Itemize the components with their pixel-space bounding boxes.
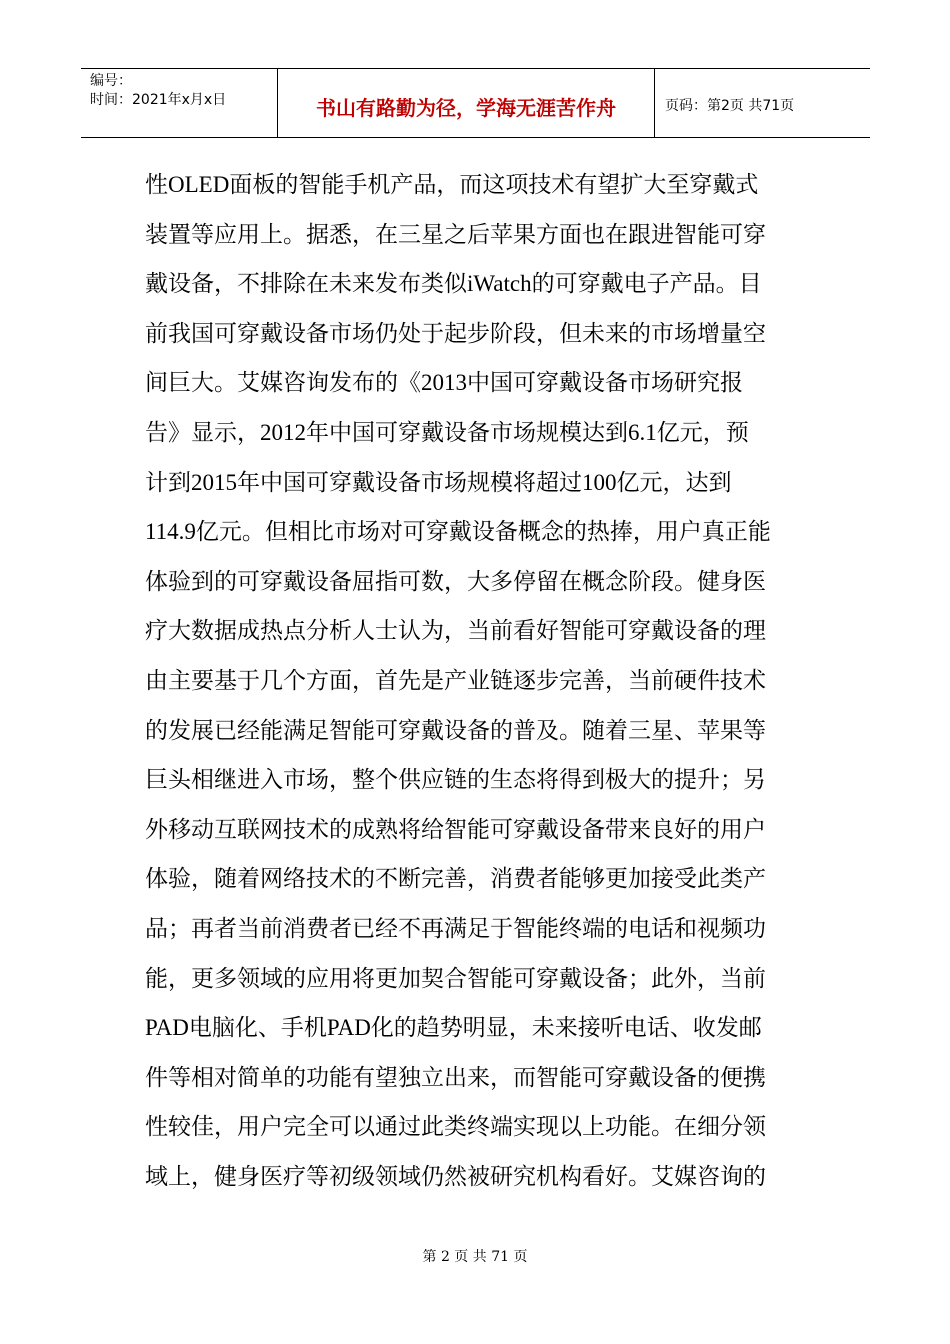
body-line: 由主要基于几个方面，首先是产业链逐步完善，当前硬件技术 [145,667,766,693]
document-body [145,160,805,1201]
body-line: 前我国可穿戴设备市场仍处于起步阶段，但未来的市场增量空 [145,320,766,346]
document-number-label: 编号： [90,73,132,89]
header-page-info: 页码：第2页 共71页 [665,98,795,114]
body-line: 外移动互联网技术的成熟将给智能可穿戴设备带来良好的用户 [145,816,766,842]
body-line: 品；再者当前消费者已经不再满足于智能终端的电话和视频功 [145,915,766,941]
body-line: 域上，健身医疗等初级领域仍然被研究机构看好。艾媒咨询的 [145,1163,766,1189]
body-line: 件等相对简单的功能有望独立出来，而智能可穿戴设备的便携 [145,1064,766,1090]
page-header [81,68,870,138]
body-line: 性较佳，用户完全可以通过此类终端实现以上功能。在细分领 [145,1114,766,1140]
body-line: 告》显示，2012年中国可穿戴设备市场规模达到6.1亿元，预 [145,419,749,445]
body-line: 巨头相继进入市场，整个供应链的生态将得到极大的提升；另 [145,767,766,793]
body-line: 能，更多领域的应用将更加契合智能可穿戴设备；此外，当前 [145,965,766,991]
body-line: 体验，随着网络技术的不断完善，消费者能够更加接受此类产 [145,866,766,892]
body-line: 性OLED面板的智能手机产品，而这项技术有望扩大至穿戴式 [145,172,759,197]
body-line: 的发展已经能满足智能可穿戴设备的普及。随着三星、苹果等 [145,717,766,743]
body-line: 体验到的可穿戴设备屈指可数，大多停留在概念阶段。健身医 [145,568,766,594]
document-time-label: 时间：2021年x月x日 [90,92,227,108]
body-line: 装置等应用上。据悉，在三星之后苹果方面也在跟进智能可穿 [145,221,766,247]
body-line: 114.9亿元。但相比市场对可穿戴设备概念的热捧，用户真正能 [145,519,771,545]
header-motto: 书山有路勤为径，学海无涯苦作舟 [278,69,655,137]
body-line: 疗大数据成热点分析人士认为，当前看好智能可穿戴设备的理 [145,618,766,644]
header-meta [81,69,278,137]
page-footer: 第 2 页 共 71 页 [422,1249,528,1265]
body-line: 计到2015年中国可穿戴设备市场规模将超过100亿元，达到 [145,469,732,495]
body-line: 间巨大。艾媒咨询发布的《2013中国可穿戴设备市场研究报 [145,370,743,396]
body-line: 戴设备，不排除在未来发布类似iWatch的可穿戴电子产品。目 [145,271,762,297]
body-line: PAD电脑化、手机PAD化的趋势明显，未来接听电话、收发邮 [145,1015,762,1041]
